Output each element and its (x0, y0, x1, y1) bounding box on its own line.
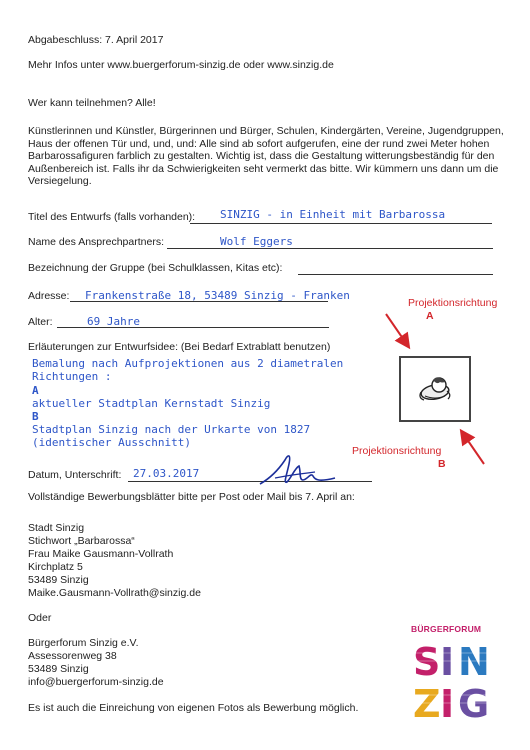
title-value[interactable]: SINZIG - in Einheit mit Barbarossa (220, 208, 446, 221)
or-text: Oder (28, 612, 52, 624)
address-label: Adresse: (28, 290, 70, 302)
intro-question: Wer kann teilnehmen? Alle! (28, 97, 156, 109)
group-label: Bezeichnung der Gruppe (bei Schulklassen, Kitas etc): (28, 262, 283, 274)
logo-title: BÜRGERFORUM (411, 624, 482, 634)
email-link[interactable]: info@buergerforum-sinzig.de (28, 676, 164, 688)
address-line-text: Assessorenweg 38 (28, 650, 117, 662)
address-line-text: Stadt Sinzig (28, 522, 85, 534)
deadline-text: Abgabeschluss: 7. April 2017 (28, 34, 164, 46)
footer-text: Es ist auch die Einreichung von eigenen Fotos als Bewerbung möglich. (28, 702, 359, 714)
arrow-a-icon (386, 314, 408, 346)
notes-line: Richtungen : (32, 370, 112, 383)
notes-line: aktueller Stadtplan Kernstadt Sinzig (32, 397, 271, 410)
svg-text:Z: Z (413, 682, 441, 722)
title-label: Titel des Entwurfs (falls vorhanden): (28, 211, 196, 223)
contact-label: Name des Ansprechpartners: (28, 236, 164, 248)
date-label: Datum, Unterschrift: (28, 469, 122, 481)
address-line-text: 53489 Sinzig (28, 574, 89, 586)
age-label: Alter: (28, 316, 53, 328)
notes-line: B (32, 410, 39, 423)
address-line-text: Bürgerforum Sinzig e.V. (28, 637, 139, 649)
notes-line: A (32, 384, 39, 397)
signature (255, 450, 340, 490)
email-link[interactable]: Maike.Gausmann-Vollrath@sinzig.de (28, 587, 201, 599)
buergerforum-logo (410, 637, 495, 722)
notes-line: Bemalung nach Aufprojektionen aus 2 diametralen (32, 357, 344, 370)
date-value[interactable]: 27.03.2017 (133, 467, 200, 480)
address-line-text: 53489 Sinzig (28, 663, 89, 675)
intro-paragraph: Künstlerinnen und Künstler, Bürgerinnen und Bürger, Schulen, Kindergärten, Vereine, Jugendgruppen, Haus der offenen Tür und, und, und: Alle sind ab sofort aufgerufen, eine der rund zwei Meter hohen Barbarossafiguren farblich zu gestalten. Wichtig ist, dass die Gestaltung witterungsbeständig für den Außenbereich ist. Falls ihr da Schwierigkeiten seht vermerkt das bitte. Wir kümmern uns dann um die Versiegelung. (28, 125, 504, 187)
submission-intro: Vollständige Bewerbungsblätter bitte per Post oder Mail bis 7. April an: (28, 491, 355, 503)
age-value[interactable]: 69 Jahre (87, 315, 140, 328)
projection-letter-b: B (438, 458, 446, 470)
svg-text:N: N (458, 640, 490, 684)
svg-text:S: S (413, 640, 441, 684)
svg-text:I: I (440, 682, 455, 722)
svg-text:G: G (458, 682, 490, 722)
projection-letter-a: A (426, 310, 434, 322)
notes-line: Stadtplan Sinzig nach der Urkarte von 1827 (32, 423, 311, 436)
notes-label: Erläuterungen zur Entwurfsidee: (Bei Bedarf Extrablatt benutzen) (28, 341, 331, 353)
address-line-text: Frau Maike Gausmann-Vollrath (28, 548, 174, 560)
info-text: Mehr Infos unter www.buergerforum-sinzig.de oder www.sinzig.de (28, 59, 334, 71)
barbarossa-figure-icon (399, 356, 471, 422)
projection-label-a: Projektionsrichtung (408, 297, 498, 309)
notes-line: (identischer Ausschnitt) (32, 436, 191, 449)
svg-text:I: I (440, 640, 455, 684)
projection-label-b: Projektionsrichtung (352, 445, 442, 457)
arrow-b-icon (462, 432, 484, 464)
contact-value[interactable]: Wolf Eggers (220, 235, 293, 248)
address-value[interactable]: Frankenstraße 18, 53489 Sinzig - Franken (85, 289, 350, 302)
address-line-text: Stichwort „Barbarossa“ (28, 535, 135, 547)
address-line-text: Kirchplatz 5 (28, 561, 83, 573)
